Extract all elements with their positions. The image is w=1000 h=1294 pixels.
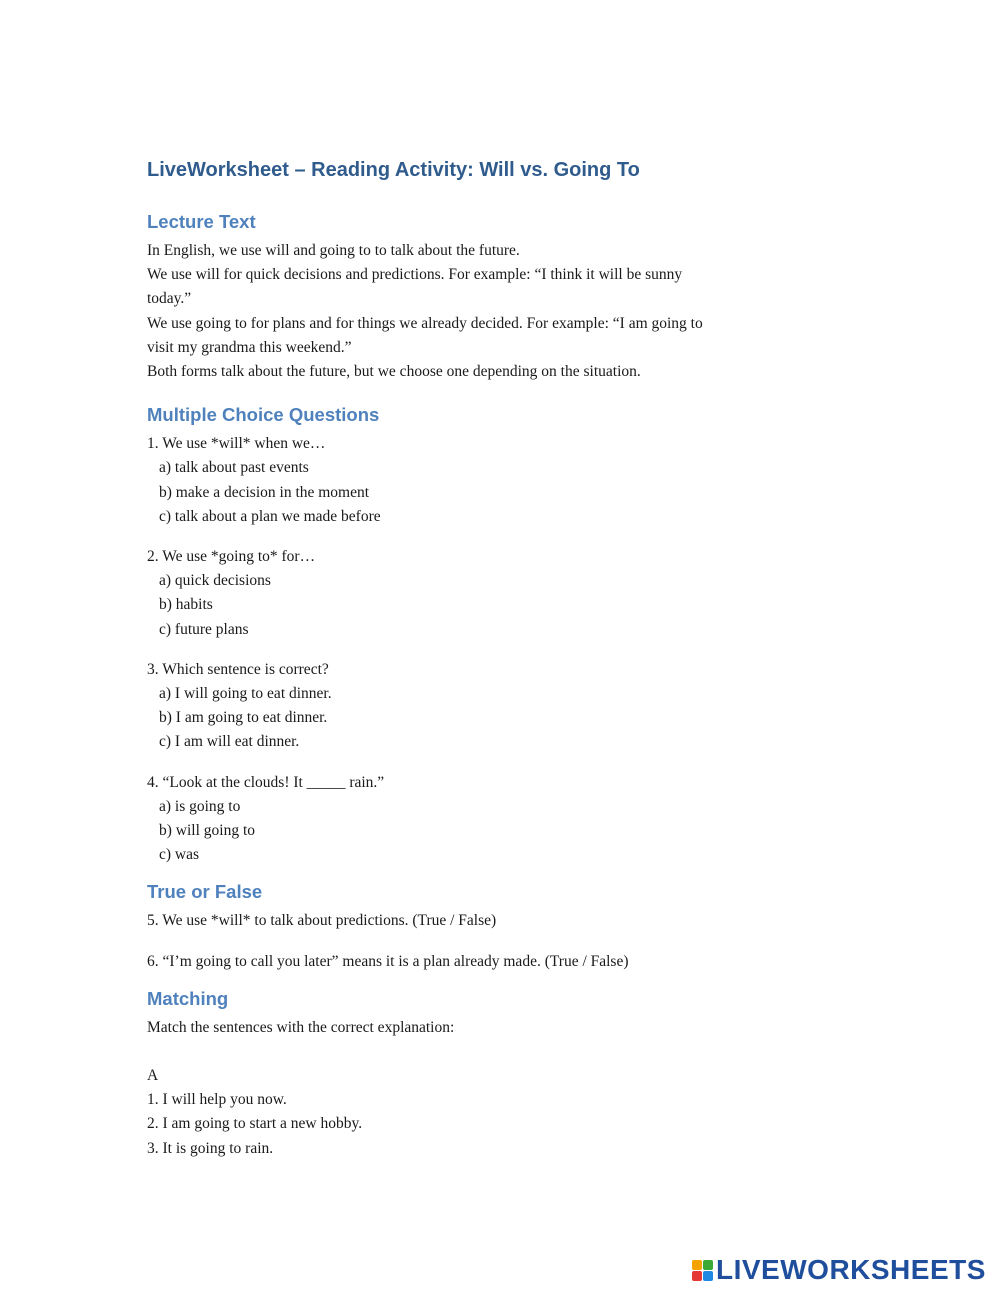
question-text: 1. We use *will* when we…: [147, 435, 326, 453]
lecture-text: [147, 239, 847, 384]
logo-tile: [692, 1271, 702, 1281]
lecture-line: We use will for quick decisions and predictions. For example: “I think it will be sunny: [147, 266, 683, 284]
truefalse-heading: True or False: [147, 881, 263, 903]
question-text: 4. “Look at the clouds! It _____ rain.”: [147, 773, 385, 791]
logo-tile: [703, 1260, 713, 1270]
option-c[interactable]: c) was: [159, 846, 200, 864]
matching-item[interactable]: 3. It is going to rain.: [147, 1139, 274, 1157]
matching-section: [147, 1016, 847, 1161]
truefalse-item[interactable]: 6. “I’m going to call you later” means it is a plan already made. (True / False): [147, 952, 629, 970]
truefalse-item[interactable]: 5. We use *will* to talk about predictions. (True / False): [147, 912, 497, 930]
page-title: LiveWorksheet – Reading Activity: Will vs. Going To: [147, 159, 640, 181]
matching-item[interactable]: 1. I will help you now.: [147, 1091, 287, 1109]
lecture-line: Both forms talk about the future, but we choose one depending on the situation.: [147, 363, 641, 381]
liveworksheets-logo: [692, 1256, 986, 1284]
option-c[interactable]: c) I am will eat dinner.: [159, 733, 300, 751]
mcq-heading: Multiple Choice Questions: [147, 404, 380, 426]
matching-heading: Matching: [147, 987, 229, 1009]
option-c[interactable]: c) future plans: [159, 620, 249, 638]
mcq-list: [147, 432, 847, 867]
lecture-line: visit my grandma this weekend.”: [147, 338, 352, 356]
option-a[interactable]: a) I will going to eat dinner.: [159, 685, 332, 703]
option-b[interactable]: b) habits: [159, 596, 213, 614]
question-2: [147, 545, 847, 642]
matching-column-label: A: [147, 1067, 159, 1085]
option-a[interactable]: a) quick decisions: [159, 572, 271, 590]
question-4: [147, 771, 847, 868]
lecture-line: today.”: [147, 290, 192, 308]
question-3: [147, 658, 847, 755]
option-c[interactable]: c) talk about a plan we made before: [159, 507, 381, 525]
lecture-line: We use going to for plans and for things we already decided. For example: “I am going to: [147, 314, 703, 332]
logo-text: LIVEWORKSHEETS: [716, 1254, 986, 1285]
truefalse-list: [147, 909, 847, 973]
logo-tile: [692, 1260, 702, 1270]
option-b[interactable]: b) I am going to eat dinner.: [159, 709, 328, 727]
logo-mark-icon: [692, 1260, 713, 1281]
option-b[interactable]: b) make a decision in the moment: [159, 483, 370, 501]
option-a[interactable]: a) talk about past events: [159, 459, 309, 477]
question-text: 2. We use *going to* for…: [147, 548, 316, 566]
option-b[interactable]: b) will going to: [159, 822, 256, 840]
matching-instruction: Match the sentences with the correct explanation:: [147, 1018, 455, 1036]
logo-tile: [703, 1271, 713, 1281]
matching-item[interactable]: 2. I am going to start a new hobby.: [147, 1115, 363, 1133]
option-a[interactable]: a) is going to: [159, 797, 241, 815]
lecture-heading: Lecture Text: [147, 211, 256, 232]
lecture-line: In English, we use will and going to to talk about the future.: [147, 242, 520, 259]
question-1: [147, 432, 847, 529]
worksheet-page: [147, 155, 847, 1161]
question-text: 3. Which sentence is correct?: [147, 660, 329, 678]
